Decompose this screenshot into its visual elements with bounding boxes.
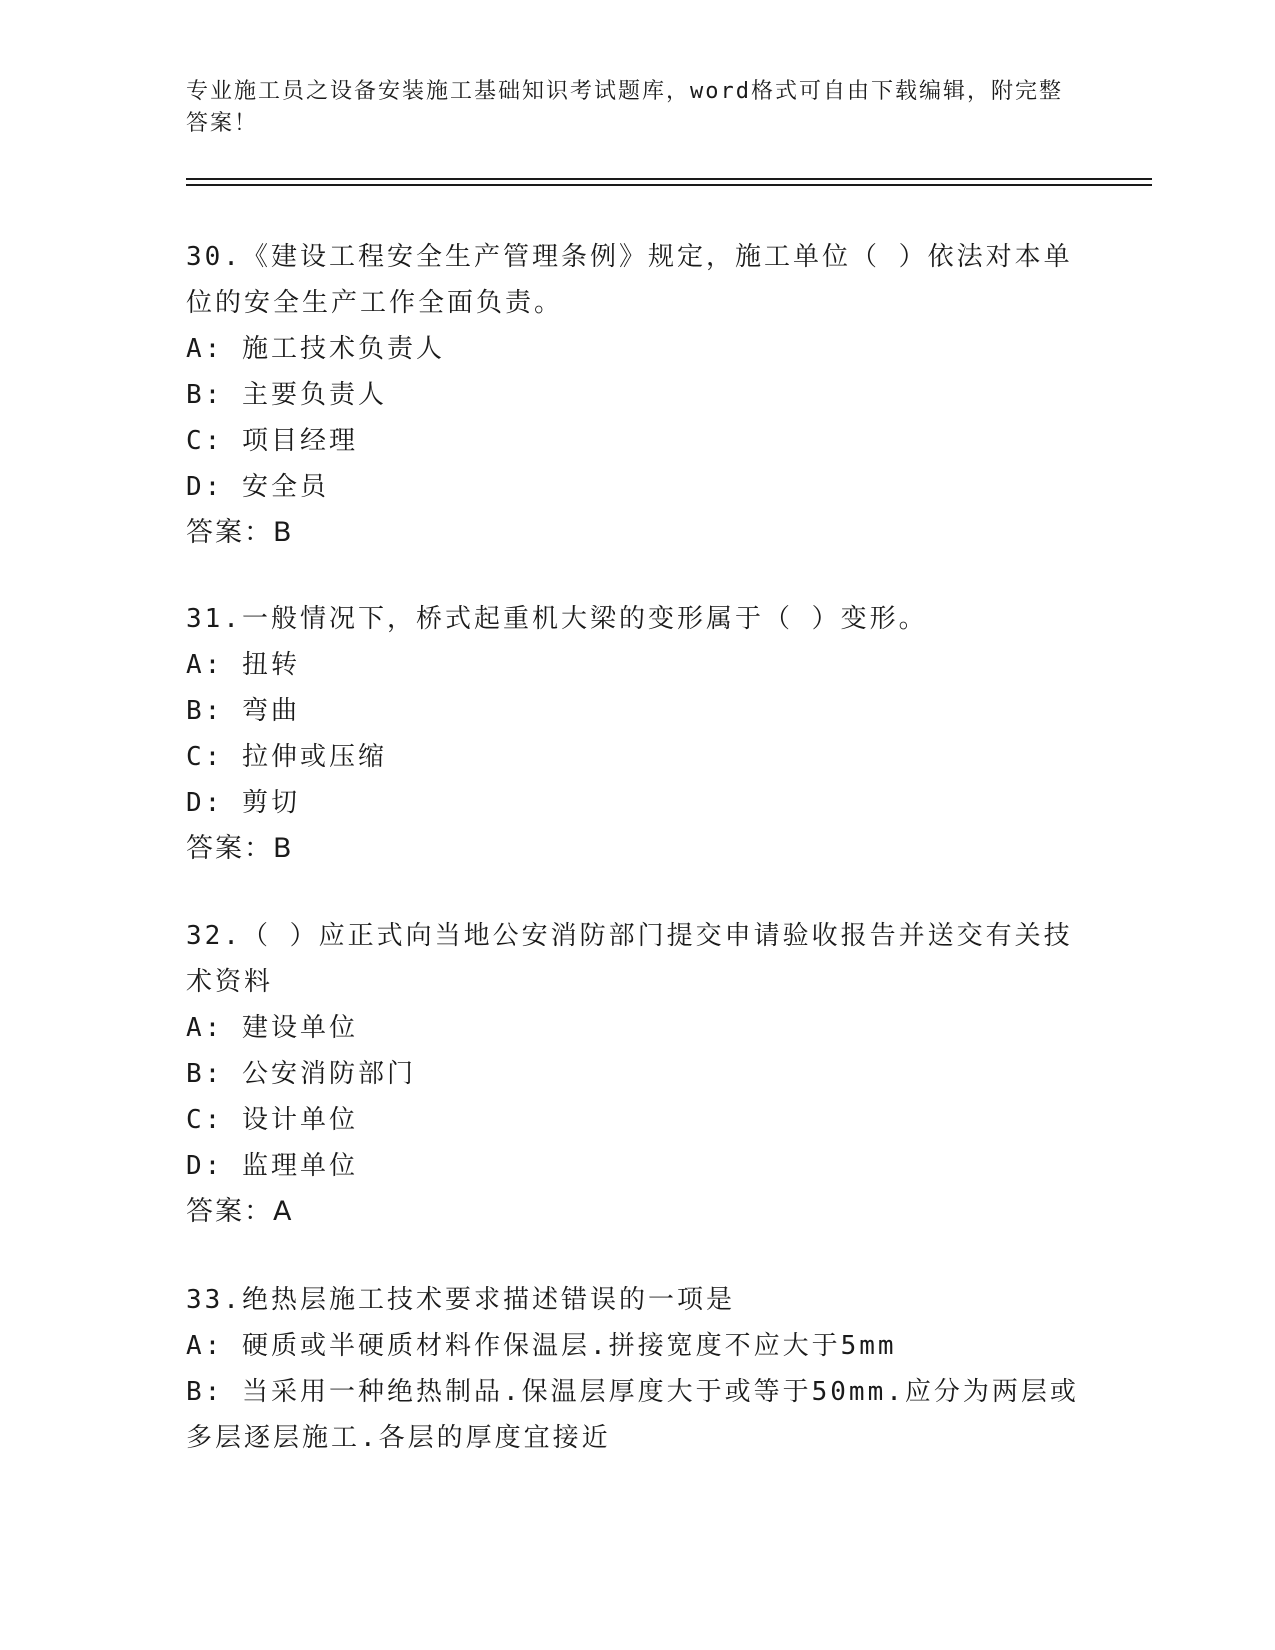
document-header: 专业施工员之设备安装施工基础知识考试题库，word格式可自由下载编辑，附完整答案！ xyxy=(186,79,1063,136)
question-text: 31.一般情况下，桥式起重机大梁的变形属于（ ）变形。 xyxy=(186,604,928,634)
option-c: C: 设计单位 xyxy=(186,1105,358,1135)
option-d: D: 监理单位 xyxy=(186,1151,358,1181)
question-31 xyxy=(186,596,1086,872)
question-32 xyxy=(186,913,1086,1235)
option-a: A: 建设单位 xyxy=(186,1013,358,1043)
option-a: A: 施工技术负责人 xyxy=(186,334,445,364)
option-a: A: 扭转 xyxy=(186,650,300,680)
option-b: B: 当采用一种绝热制品.保温层厚度大于或等于50mm.应分为两层或多层逐层施工.各层的厚度宜接近 xyxy=(186,1377,1079,1453)
question-30 xyxy=(186,234,1086,556)
answer: 答案：A xyxy=(186,1196,294,1227)
option-b: B: 主要负责人 xyxy=(186,380,387,410)
question-text: 30.《建设工程安全生产管理条例》规定，施工单位（ ）依法对本单位的安全生产工作全面负责。 xyxy=(186,242,1073,318)
answer: 答案：B xyxy=(186,517,294,548)
option-a: A: 硬质或半硬质材料作保温层.拼接宽度不应大于5mm xyxy=(186,1331,897,1361)
question-text: 33.绝热层施工技术要求描述错误的一项是 xyxy=(186,1285,735,1315)
option-c: C: 项目经理 xyxy=(186,426,358,456)
question-33 xyxy=(186,1277,1086,1461)
answer: 答案：B xyxy=(186,833,294,864)
header-divider-bottom xyxy=(186,184,1152,186)
option-b: B: 公安消防部门 xyxy=(186,1059,416,1089)
option-d: D: 剪切 xyxy=(186,788,300,818)
option-b: B: 弯曲 xyxy=(186,696,300,726)
option-c: C: 拉伸或压缩 xyxy=(186,742,387,772)
question-text: 32.（ ）应正式向当地公安消防部门提交申请验收报告并送交有关技术资料 xyxy=(186,921,1073,997)
option-d: D: 安全员 xyxy=(186,472,329,502)
header-divider-top xyxy=(186,178,1152,180)
